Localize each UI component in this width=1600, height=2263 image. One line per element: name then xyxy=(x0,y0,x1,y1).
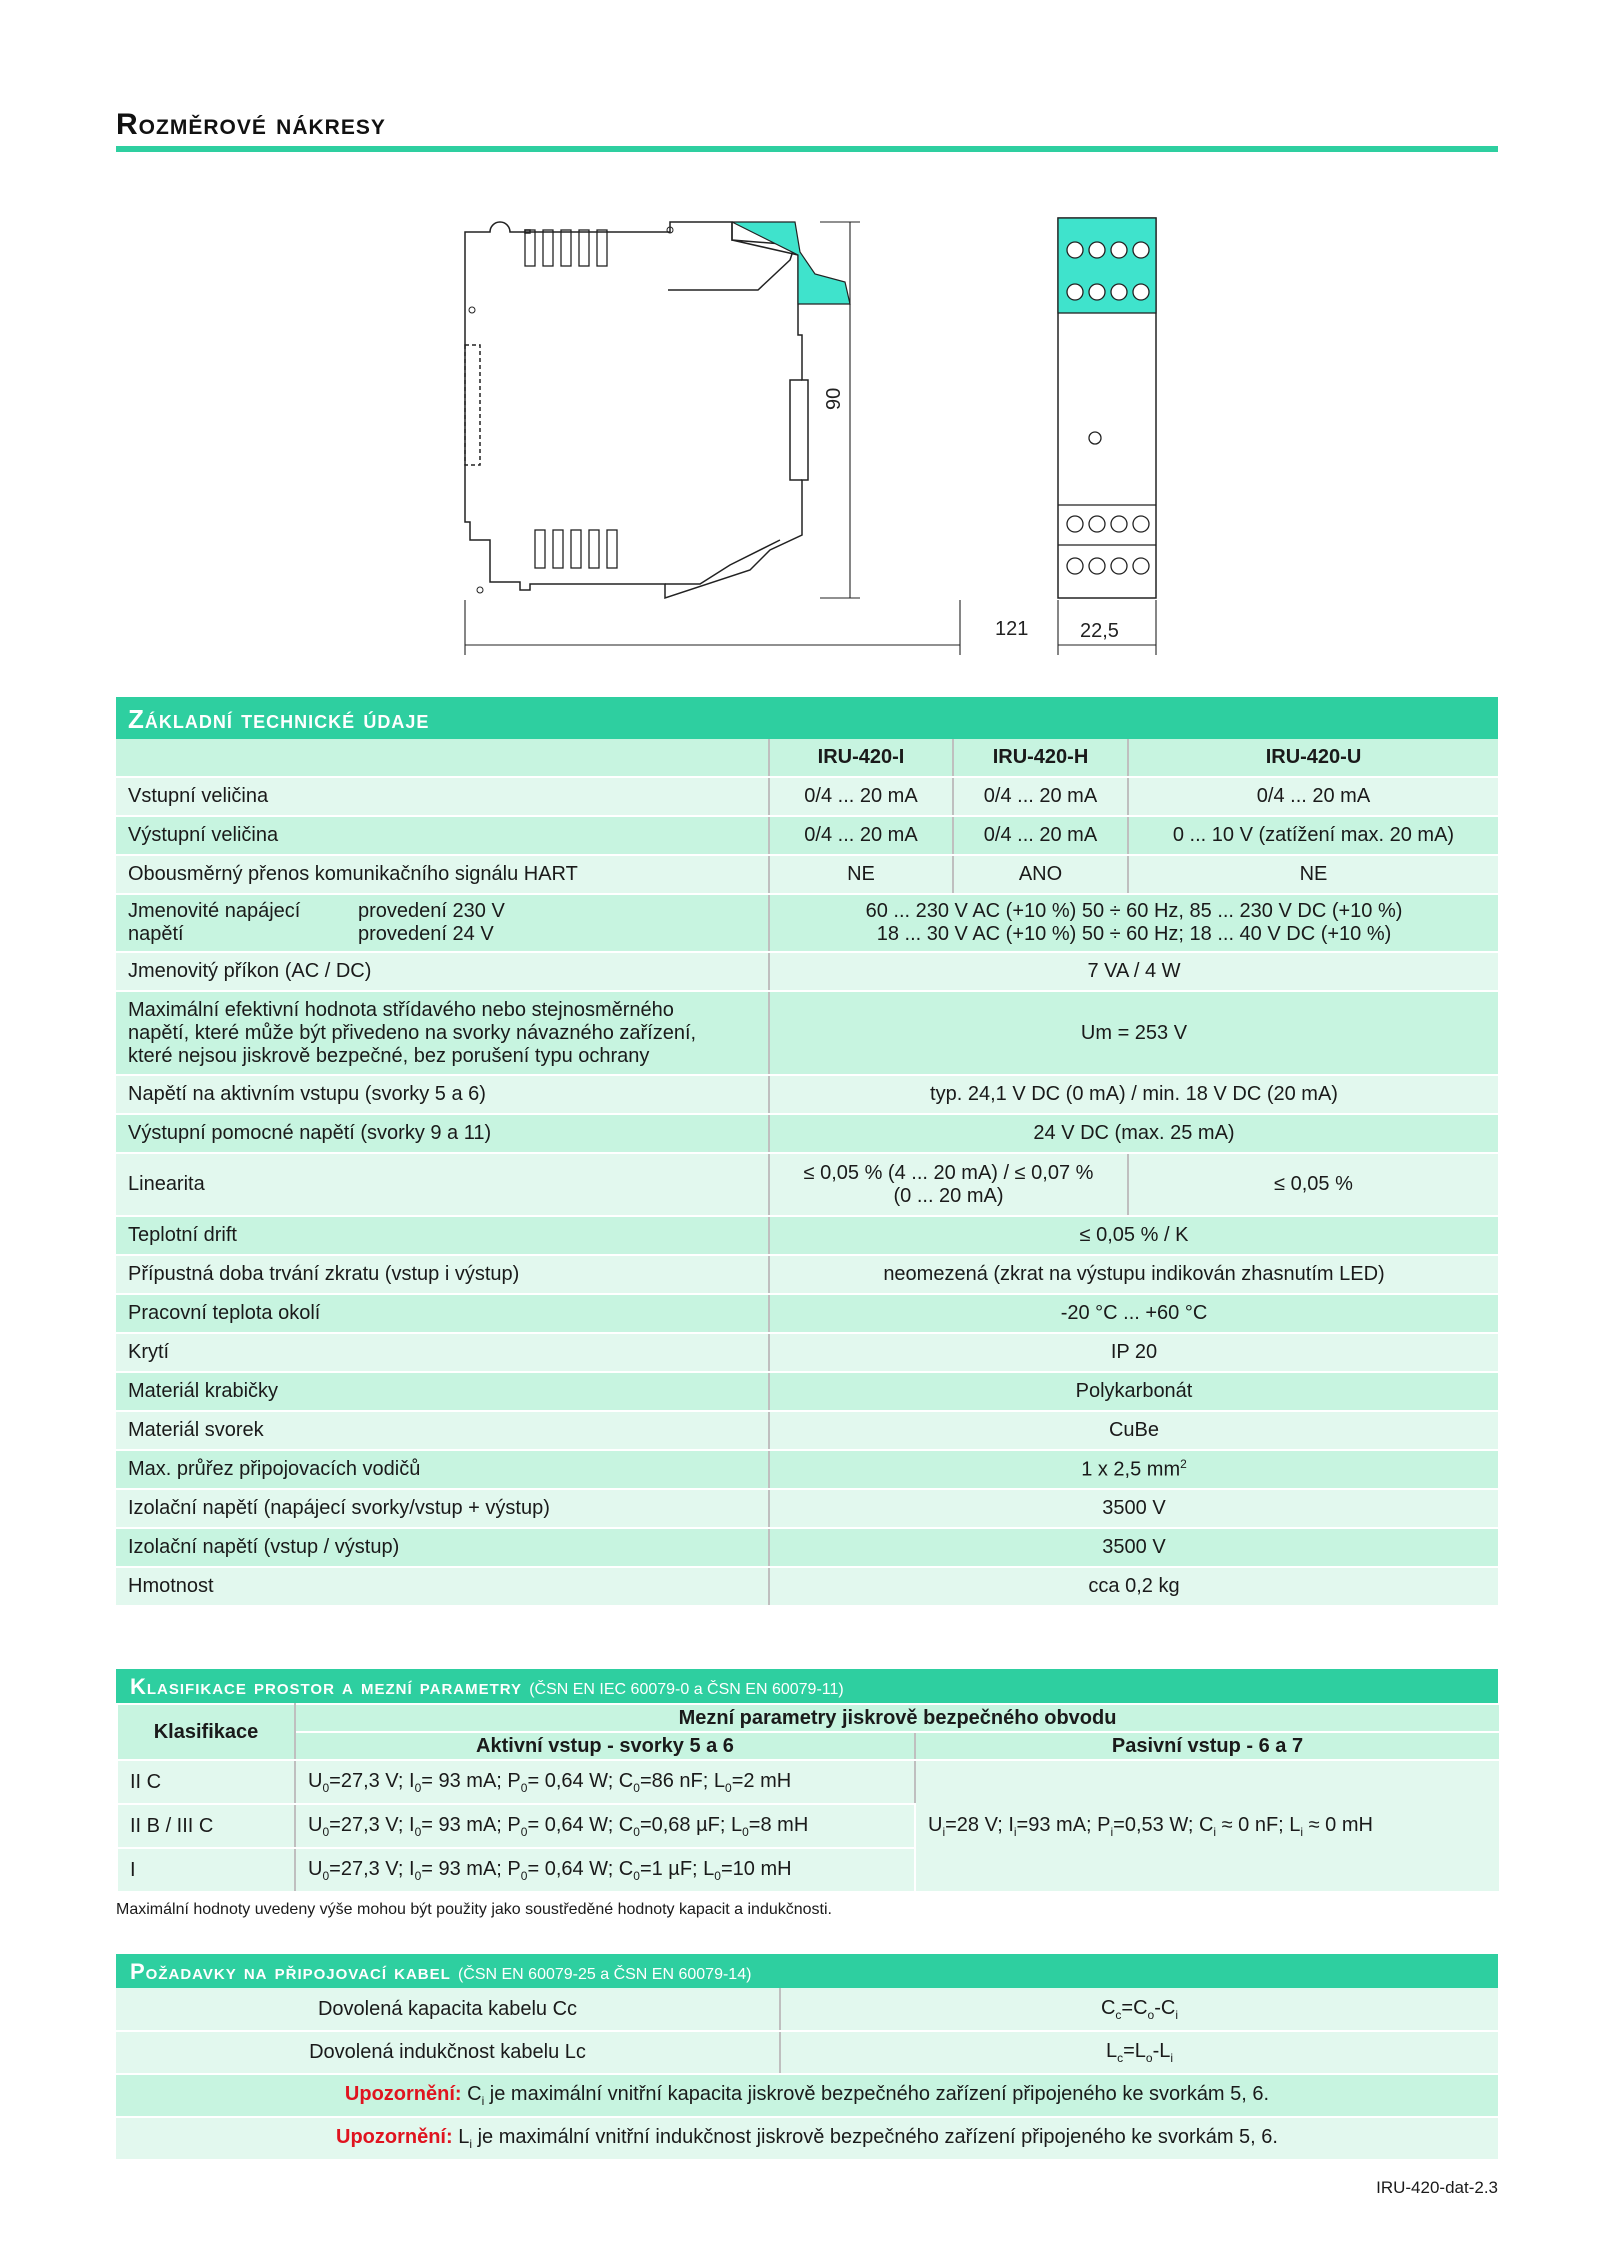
cell-value: 0/4 ... 20 mA xyxy=(953,777,1128,816)
cell-value: 0/4 ... 20 mA xyxy=(769,777,953,816)
cable-norm: (ČSN EN 60079-25 a ČSN EN 60079-14) xyxy=(457,1966,752,1983)
table-row xyxy=(116,952,1498,991)
row-label: Materiál svorek xyxy=(116,1411,769,1450)
cable-title: Požadavky na připojovací kabel xyxy=(130,1959,451,1984)
linearity-value-b: (0 ... 20 mA) xyxy=(893,1184,1004,1207)
table-row xyxy=(116,1450,1498,1489)
cell-value: -20 °C ... +60 °C xyxy=(769,1294,1498,1333)
active-cell: $U_0=27,3$ V; $I_0= 93$ mA; $P_0= 0,64$ W; $C_0=0,68$ µF; $L_0=8$ mH xyxy=(295,1804,915,1848)
section-title-dimensions: Rozměrové nákresy xyxy=(116,108,386,141)
row-label: Pracovní teplota okolí xyxy=(116,1294,769,1333)
dimension-drawing xyxy=(440,200,1160,660)
row-label: Materiál krabičky xyxy=(116,1372,769,1411)
active-cell: $U_0=27,3$ V; $I_0= 93$ mA; $P_0= 0,64$ W; $C_0=86$ nF; $L_0=2$ mH xyxy=(295,1760,915,1804)
depth-label: 22,5 xyxy=(1080,620,1119,642)
col-header-passive: Pasivní vstup - 6 a 7 xyxy=(915,1732,1499,1760)
row-label: Izolační napětí (vstup / výstup) xyxy=(116,1528,769,1567)
table-row xyxy=(116,2117,1498,2160)
supply-value-a: 60 ... 230 V AC (+10 %) 50 ÷ 60 Hz, 85 ... 230 V DC (+10 %) xyxy=(865,900,1403,922)
col-header-iru420i: IRU-420-I xyxy=(769,739,953,777)
row-label xyxy=(116,991,769,1075)
cell-value: NE xyxy=(1128,855,1498,894)
cell-value xyxy=(769,894,1498,952)
supply-value-b: 18 ... 30 V AC (+10 %) 50 ÷ 60 Hz; 18 ... 40 V DC (+10 %) xyxy=(876,923,1392,945)
technical-table xyxy=(116,739,1498,1607)
table-row xyxy=(116,1411,1498,1450)
row-label: Teplotní drift xyxy=(116,1216,769,1255)
table-row xyxy=(116,1153,1498,1216)
row-label: Napětí na aktivním vstupu (svorky 5 a 6) xyxy=(116,1075,769,1114)
cell-value: 3500 V xyxy=(769,1528,1498,1567)
col-header-active: Aktivní vstup - svorky 5 a 6 xyxy=(295,1732,915,1760)
warning-label: Upozornění: xyxy=(336,2126,453,2148)
warning-label: Upozornění: xyxy=(344,2083,462,2105)
front-view xyxy=(1058,218,1156,598)
cell-value: 0/4 ... 20 mA xyxy=(1128,777,1498,816)
vent-slots-bottom xyxy=(535,530,617,568)
cell-value: NE xyxy=(769,855,953,894)
table-row xyxy=(116,1333,1498,1372)
cable-capacitance-formula: $C_c=C_o-C_i$ xyxy=(780,1988,1498,2031)
cell-value xyxy=(769,1450,1498,1489)
cell-value: ANO xyxy=(953,855,1128,894)
class-cell: II B / III C xyxy=(117,1804,295,1848)
cable-capacitance-label: Dovolená kapacita kabelu Cc xyxy=(116,1988,780,2031)
vent-slots-top xyxy=(525,230,607,266)
cell-value: 3500 V xyxy=(769,1489,1498,1528)
table-row xyxy=(116,1489,1498,1528)
row-label: Hmotnost xyxy=(116,1567,769,1606)
row-label: Izolační napětí (napájecí svorky/vstup + výstup) xyxy=(116,1489,769,1528)
table-row xyxy=(116,1216,1498,1255)
row-label: Obousměrný přenos komunikačního signálu HART xyxy=(116,855,769,894)
col-header-iru420u: IRU-420-U xyxy=(1128,739,1498,777)
table-row xyxy=(116,894,1498,952)
row-label: Vstupní veličina xyxy=(116,777,769,816)
row-label: Přípustná doba trvání zkratu (vstup i výstup) xyxy=(116,1255,769,1294)
cell-value: 7 VA / 4 W xyxy=(769,952,1498,991)
wire-sup: 2 xyxy=(1180,1457,1187,1472)
section-title-technical: Základní technické údaje xyxy=(116,697,1498,739)
cell-value: 0 ... 10 V (zatížení max. 20 mA) xyxy=(1128,816,1498,855)
warning-capacitance: Upozornění: $C_i$ je maximální vnitřní kapacita jiskrově bezpečného zařízení připojeného ke svorkám 5, 6. xyxy=(116,2074,1498,2117)
table-row xyxy=(116,1988,1498,2031)
cell-value xyxy=(769,1153,1128,1216)
terminal-block-top xyxy=(732,222,850,304)
table-row xyxy=(116,855,1498,894)
table-row xyxy=(116,1114,1498,1153)
classification-title: Klasifikace prostor a mezní parametry xyxy=(130,1674,523,1699)
supply-sub-b: provedení 24 V xyxy=(358,923,494,945)
supply-label-b: napětí xyxy=(128,923,184,945)
cell-value: 24 V DC (max. 25 mA) xyxy=(769,1114,1498,1153)
table-row xyxy=(116,2031,1498,2074)
cell-value: neomezená (zkrat na výstupu indikován zhasnutím LED) xyxy=(769,1255,1498,1294)
cell-value: Polykarbonát xyxy=(769,1372,1498,1411)
passive-cell: $U_i=28$ V; $I_i=93$ mA; $P_i=0,53$ W; $C_i \approx 0$ nF; $L_i \approx 0$ mH xyxy=(915,1760,1499,1892)
table-row xyxy=(116,1372,1498,1411)
table-row xyxy=(116,1294,1498,1333)
cell-value: CuBe xyxy=(769,1411,1498,1450)
supply-sub-a: provedení 230 V xyxy=(358,900,505,922)
cell-value: 0/4 ... 20 mA xyxy=(953,816,1128,855)
classification-table xyxy=(116,1703,1499,1893)
table-row xyxy=(116,1075,1498,1114)
cell-value: IP 20 xyxy=(769,1333,1498,1372)
cell-value: Um = 253 V xyxy=(769,991,1498,1075)
width-label: 121 xyxy=(995,618,1029,640)
table-row xyxy=(116,1255,1498,1294)
classification-norm: (ČSN EN IEC 60079-0 a ČSN EN 60079-11) xyxy=(529,1681,844,1698)
col-header-class: Klasifikace xyxy=(117,1704,295,1760)
cell-value: ≤ 0,05 % xyxy=(1128,1153,1498,1216)
row-label: Krytí xyxy=(116,1333,769,1372)
maxvolt-line-3: které nejsou jiskrově bezpečné, bez porušení typu ochrany xyxy=(128,1044,650,1067)
class-cell: II C xyxy=(117,1760,295,1804)
title-underline xyxy=(116,146,1498,152)
section-title-cable xyxy=(116,1954,1498,1988)
warning-text: je maximální vnitřní kapacita jiskrově bezpečného zařízení připojeného ke svorkám 5, 6. xyxy=(484,2083,1270,2105)
classification-note: Maximální hodnoty uvedeny výše mohou být použity jako soustředěné hodnoty kapacit a indukčnosti. xyxy=(116,1901,832,1918)
section-title-classification xyxy=(116,1669,1498,1703)
table-row xyxy=(116,1528,1498,1567)
cell-value: 0/4 ... 20 mA xyxy=(769,816,953,855)
wire-value: 1 x 2,5 mm xyxy=(1081,1458,1181,1481)
table-row xyxy=(116,2074,1498,2117)
row-label: Max. průřez připojovacích vodičů xyxy=(116,1450,769,1489)
cable-inductance-label: Dovolená indukčnost kabelu Lc xyxy=(116,2031,780,2074)
col-header-iru420h: IRU-420-H xyxy=(953,739,1128,777)
row-label: Výstupní veličina xyxy=(116,816,769,855)
col-header-limits: Mezní parametry jiskrově bezpečného obvodu xyxy=(295,1704,1499,1732)
active-cell: $U_0=27,3$ V; $I_0= 93$ mA; $P_0= 0,64$ W; $C_0=1$ µF; $L_0=10$ mH xyxy=(295,1848,915,1892)
table-row xyxy=(116,777,1498,816)
table-row xyxy=(116,1567,1498,1606)
row-label xyxy=(116,894,769,952)
warning-inductance: Upozornění: $L_i$ je maximální vnitřní indukčnost jiskrově bezpečného zařízení připojeného ke svorkám 5, 6. xyxy=(116,2117,1498,2160)
cell-value: typ. 24,1 V DC (0 mA) / min. 18 V DC (20 mA) xyxy=(769,1075,1498,1114)
cable-inductance-formula: $L_c=L_o-L_i$ xyxy=(780,2031,1498,2074)
table-row xyxy=(116,816,1498,855)
row-label: Jmenovitý příkon (AC / DC) xyxy=(116,952,769,991)
document-id: IRU-420-dat-2.3 xyxy=(1376,2178,1498,2197)
cell-value: cca 0,2 kg xyxy=(769,1567,1498,1606)
table-row xyxy=(117,1760,1499,1804)
class-cell: I xyxy=(117,1848,295,1892)
maxvolt-line-1: Maximální efektivní hodnota střídavého nebo stejnosměrného xyxy=(128,998,674,1021)
row-label: Linearita xyxy=(116,1153,769,1216)
side-view xyxy=(465,222,808,598)
cell-value: ≤ 0,05 % / K xyxy=(769,1216,1498,1255)
maxvolt-line-2: napětí, které může být přivedeno na svorky návazného zařízení, xyxy=(128,1021,697,1044)
warning-text: je maximální vnitřní indukčnost jiskrově bezpečného zařízení připojeného ke svorkám 5, 6. xyxy=(472,2126,1278,2148)
row-label: Výstupní pomocné napětí (svorky 9 a 11) xyxy=(116,1114,769,1153)
linearity-value-a: ≤ 0,05 % (4 ... 20 mA) / ≤ 0,07 % xyxy=(803,1161,1094,1184)
supply-label-a: Jmenovité napájecí xyxy=(128,900,301,922)
cable-table xyxy=(116,1988,1498,2161)
height-label: 90 xyxy=(823,387,845,410)
table-header-row xyxy=(116,739,1498,777)
table-row xyxy=(116,991,1498,1075)
